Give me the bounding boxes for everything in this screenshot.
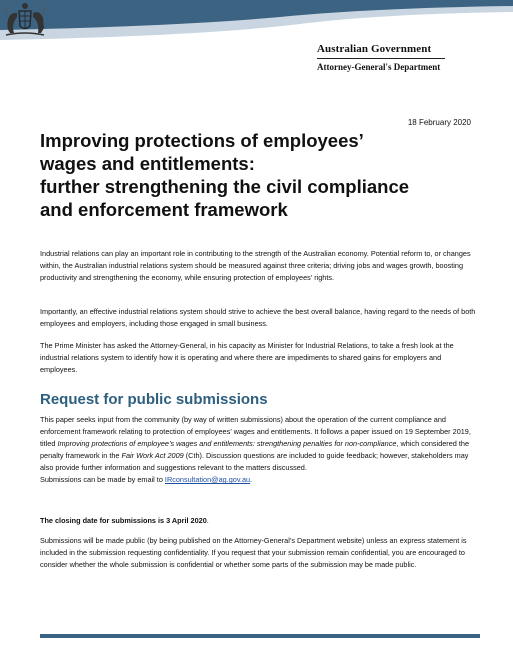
email-line	[40, 474, 480, 486]
submission-paragraph	[40, 414, 480, 487]
intro-paragraph-2	[40, 306, 480, 330]
submission-text	[40, 414, 480, 474]
email-link[interactable]: IRconsultation@ag.gov.au	[164, 475, 251, 485]
coat-of-arms-icon	[0, 0, 50, 40]
email-line-end: .	[250, 475, 253, 485]
submission-text-c: (Cth). Discussion questions are included to guide feedback; however, stakeholders may also provide further information and suggestions relevant to the matters discussed.	[40, 451, 469, 473]
intro-text-1: Industrial relations can play an important role in contributing to the strength of the Australian economy. Potential reform to, or changes within, the Australian industrial relations system should be measured against three criteria; driving jobs and wages growth, boosting productivity and strengthening the economy, while ensuring protection of employees’ rights.	[40, 249, 471, 283]
page-title	[40, 129, 480, 221]
submission-text-b: , which considered the penalty framework in the	[40, 439, 470, 461]
previous-paper-title: Improving protections of employee’s wages and entitlements: strengthening penalties for non-compliance	[57, 439, 397, 449]
act-title: Fair Work Act 2009	[121, 451, 184, 461]
intro-paragraph-1	[40, 248, 480, 284]
closing-date-text: The closing date for submissions is 3 April 2020	[40, 516, 207, 525]
section-heading: Request for public submissions	[40, 391, 268, 408]
confidentiality-paragraph	[40, 535, 480, 571]
closing-date	[40, 515, 480, 527]
document-date: 18 February 2020	[407, 118, 471, 127]
confidentiality-text: Submissions will be made public (by being published on the Attorney-General’s Department website) unless an express statement is included in the submission requesting confidentiality. If you request that your submission remain confidential, you are encouraged to consider whether the whole submission is confidential or whether some parts of the submission may be made public.	[40, 536, 467, 570]
footer-rule	[40, 634, 480, 638]
closing-date-end: .	[206, 516, 209, 525]
title-line-2: wages and entitlements:	[40, 153, 255, 174]
government-name: Australian Government	[317, 43, 432, 55]
intro-text-3: The Prime Minister has asked the Attorney-General, in his capacity as Minister for Industrial Relations, to take a fresh look at the industrial relations system to identify how it is operating and where there are impediments to shared gains for employers and employees.	[40, 341, 454, 375]
title-line-1: Improving protections of employees’	[40, 130, 364, 151]
intro-text-2: Importantly, an effective industrial relations system should strive to achieve the best overall balance, having regard to the needs of both employees and employers, including those engaged in small business.	[40, 307, 476, 329]
title-line-4: and enforcement framework	[40, 199, 288, 220]
header-banner	[0, 0, 513, 110]
intro-paragraph-3	[40, 340, 480, 376]
submission-text-a: This paper seeks input from the community (by way of written submissions) about the operation of the current compliance and enforcement framework relating to protection of employees’ wages and entitlements. It follows a paper issued on 19 September 2019, titled	[40, 415, 471, 449]
department-name: Attorney-General's Department	[317, 62, 441, 72]
title-line-3: further strengthening the civil compliance	[40, 176, 410, 197]
email-line-text: Submissions can be made by email to	[40, 475, 165, 485]
header-divider	[317, 58, 445, 59]
header-swoosh-graphic	[0, 0, 513, 110]
